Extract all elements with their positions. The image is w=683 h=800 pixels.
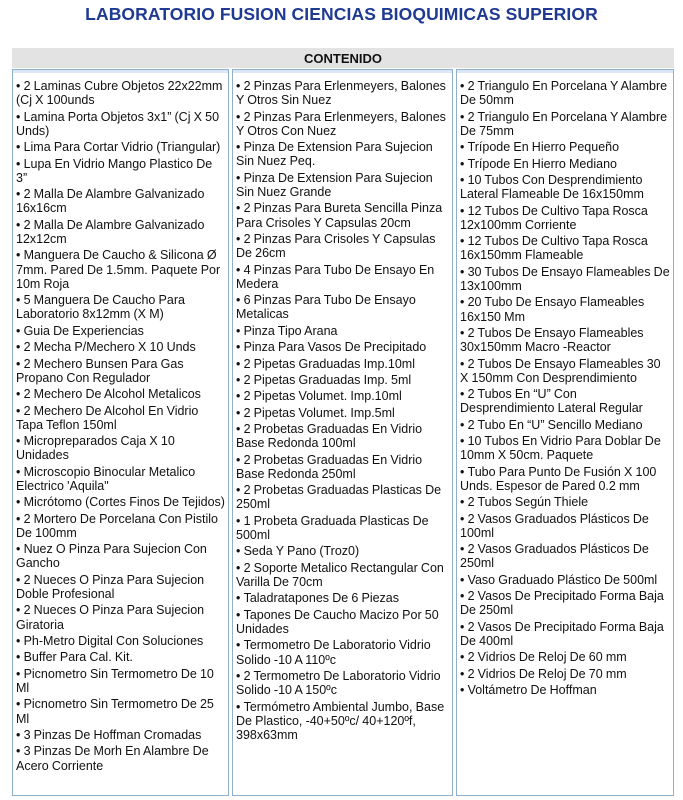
list-item: • 2 Pipetas Graduadas Imp. 5ml	[236, 373, 449, 387]
list-item: • 2 Vasos De Precipitado Forma Baja De 250ml	[460, 589, 670, 617]
list-item: • 2 Tubos Según Thiele	[460, 495, 670, 509]
list-item: • 10 Tubos Con Desprendimiento Lateral Flameable De 16x150mm	[460, 173, 670, 201]
section-header: CONTENIDO	[12, 48, 674, 68]
list-item: • 2 Probetas Graduadas En Vidrio Base Redonda 250ml	[236, 453, 449, 481]
list-item: • Pinza Para Vasos De Precipitado	[236, 340, 449, 354]
list-item: • 2 Pinzas Para Crisoles Y Capsulas De 26cm	[236, 232, 449, 260]
list-item: • Picnometro Sin Termometro De 25 Ml	[16, 697, 225, 725]
list-item: • Microscopio Binocular Metalico Electrico 'Aquila"	[16, 465, 225, 493]
list-item: • Lamina Porta Objetos 3x1” (Cj X 50 Unds)	[16, 110, 225, 138]
list-item: • 2 Vasos De Precipitado Forma Baja De 400ml	[460, 620, 670, 648]
list-item: • Micropreparados Caja X 10 Unidades	[16, 434, 225, 462]
list-item: • 2 Vidrios De Reloj De 70 mm	[460, 667, 670, 681]
list-item: • 3 Pinzas De Hoffman Cromadas	[16, 728, 225, 742]
list-item: • Pinza De Extension Para Sujecion Sin Nuez Grande	[236, 171, 449, 199]
list-item: • 10 Tubos En Vidrio Para Doblar De 10mm X 50cm. Paquete	[460, 434, 670, 462]
list-item: • 2 Tubos De Ensayo Flameables 30 X 150mm Con Desprendimiento	[460, 357, 670, 385]
list-item: • Lupa En Vidrio Mango Plastico De 3”	[16, 157, 225, 185]
list-item: • Tubo Para Punto De Fusión X 100 Unds. Espesor de Pared 0.2 mm	[460, 465, 670, 493]
list-item: • 1 Probeta Graduada Plasticas De 500ml	[236, 514, 449, 542]
list-item: • 2 Tubos De Ensayo Flameables 30x150mm Macro -Reactor	[460, 326, 670, 354]
list-item: • 6 Pinzas Para Tubo De Ensayo Metalicas	[236, 293, 449, 321]
list-item: • 2 Termometro De Laboratorio Vidrio Solido -10 A 150ºc	[236, 669, 449, 697]
contents-column-3	[456, 69, 674, 796]
list-item: • 2 Tubos En “U” Con Desprendimiento Lateral Regular	[460, 387, 670, 415]
list-item: • 4 Pinzas Para Tubo De Ensayo En Medera	[236, 263, 449, 291]
list-item: • 2 Tubo En “U” Sencillo Mediano	[460, 418, 670, 432]
list-item: • Pinza De Extension Para Sujecion Sin Nuez Peq.	[236, 140, 449, 168]
list-item: • 12 Tubos De Cultivo Tapa Rosca 16x150mm Flameable	[460, 234, 670, 262]
list-item: • 2 Laminas Cubre Objetos 22x22mm (Cj X 100unds	[16, 79, 225, 107]
list-item: • 3 Pinzas De Morh En Alambre De Acero Corriente	[16, 744, 225, 772]
list-item: • Pinza Tipo Arana	[236, 324, 449, 338]
list-item: • Trípode En Hierro Pequeño	[460, 140, 670, 154]
item-list	[236, 79, 449, 742]
list-item: • 2 Vasos Graduados Plásticos De 250ml	[460, 542, 670, 570]
list-item: • 2 Malla De Alambre Galvanizado 12x12cm	[16, 218, 225, 246]
page-title: LABORATORIO FUSION CIENCIAS BIOQUIMICAS SUPERIOR	[85, 4, 598, 24]
list-item: • 2 Triangulo En Porcelana Y Alambre De 50mm	[460, 79, 670, 107]
list-item: • 5 Manguera De Caucho Para Laboratorio 8x12mm (X M)	[16, 293, 225, 321]
list-item: • 2 Soporte Metalico Rectangular Con Varilla De 70cm	[236, 561, 449, 589]
list-item: • Termómetro Ambiental Jumbo, Base De Plastico, -40+50ºc/ 40+120ºf, 398x63mm	[236, 700, 449, 743]
list-item: • 2 Nueces O Pinza Para Sujecion Giratoria	[16, 603, 225, 631]
list-item: • 2 Mechero De Alcohol Metalicos	[16, 387, 225, 401]
list-item: • 2 Pinzas Para Bureta Sencilla Pinza Para Crisoles Y Capsulas 20cm	[236, 201, 449, 229]
list-item: • 2 Vidrios De Reloj De 60 mm	[460, 650, 670, 664]
item-list	[460, 79, 670, 697]
list-item: • Lima Para Cortar Vidrio (Triangular)	[16, 140, 225, 154]
list-item: • 2 Pinzas Para Erlenmeyers, Balones Y Otros Sin Nuez	[236, 79, 449, 107]
list-item: • 12 Tubos De Cultivo Tapa Rosca 12x100mm Corriente	[460, 204, 670, 232]
list-item: • Guia De Experiencias	[16, 324, 225, 338]
list-item: • 2 Vasos Graduados Plásticos De 100ml	[460, 512, 670, 540]
list-item: • Ph-Metro Digital Con Soluciones	[16, 634, 225, 648]
list-item: • 20 Tubo De Ensayo Flameables 16x150 Mm	[460, 295, 670, 323]
list-item: • Seda Y Pano (Troz0)	[236, 544, 449, 558]
list-item: • 2 Pipetas Volumet. Imp.5ml	[236, 406, 449, 420]
list-item: • Voltámetro De Hoffman	[460, 683, 670, 697]
list-item: • Taladratapones De 6 Piezas	[236, 591, 449, 605]
list-item: • 2 Mechero Bunsen Para Gas Propano Con Regulador	[16, 357, 225, 385]
list-item: • Termometro De Laboratorio Vidrio Solido -10 A 110ºc	[236, 638, 449, 666]
list-item: • 2 Probetas Graduadas En Vidrio Base Redonda 100ml	[236, 422, 449, 450]
list-item: • Vaso Graduado Plástico De 500ml	[460, 573, 670, 587]
list-item: • 2 Nueces O Pinza Para Sujecion Doble Profesional	[16, 573, 225, 601]
list-item: • 2 Mecha P/Mechero X 10 Unds	[16, 340, 225, 354]
list-item: • 2 Malla De Alambre Galvanizado 16x16cm	[16, 187, 225, 215]
list-item: • 2 Triangulo En Porcelana Y Alambre De 75mm	[460, 110, 670, 138]
list-item: • 30 Tubos De Ensayo Flameables De 13x100mm	[460, 265, 670, 293]
list-item: • Micrótomo (Cortes Finos De Tejidos)	[16, 495, 225, 509]
list-item: • 2 Pipetas Volumet. Imp.10ml	[236, 389, 449, 403]
list-item: • Manguera De Caucho & Silicona Ø 7mm. Pared De 1.5mm. Paquete Por 10m Roja	[16, 248, 225, 291]
list-item: • 2 Mortero De Porcelana Con Pistilo De 100mm	[16, 512, 225, 540]
contents-column-2	[232, 69, 453, 796]
list-item: • Buffer Para Cal. Kit.	[16, 650, 225, 664]
list-item: • 2 Pipetas Graduadas Imp.10ml	[236, 357, 449, 371]
item-list	[16, 79, 225, 773]
list-item: • Tapones De Caucho Macizo Por 50 Unidades	[236, 608, 449, 636]
list-item: • 2 Pinzas Para Erlenmeyers, Balones Y Otros Con Nuez	[236, 110, 449, 138]
list-item: • Nuez O Pinza Para Sujecion Con Gancho	[16, 542, 225, 570]
list-item: • 2 Mechero De Alcohol En Vidrio Tapa Teflon 150ml	[16, 404, 225, 432]
list-item: • Trípode En Hierro Mediano	[460, 157, 670, 171]
list-item: • 2 Probetas Graduadas Plasticas De 250ml	[236, 483, 449, 511]
list-item: • Picnometro Sin Termometro De 10 Ml	[16, 667, 225, 695]
contents-column-1	[12, 69, 229, 796]
